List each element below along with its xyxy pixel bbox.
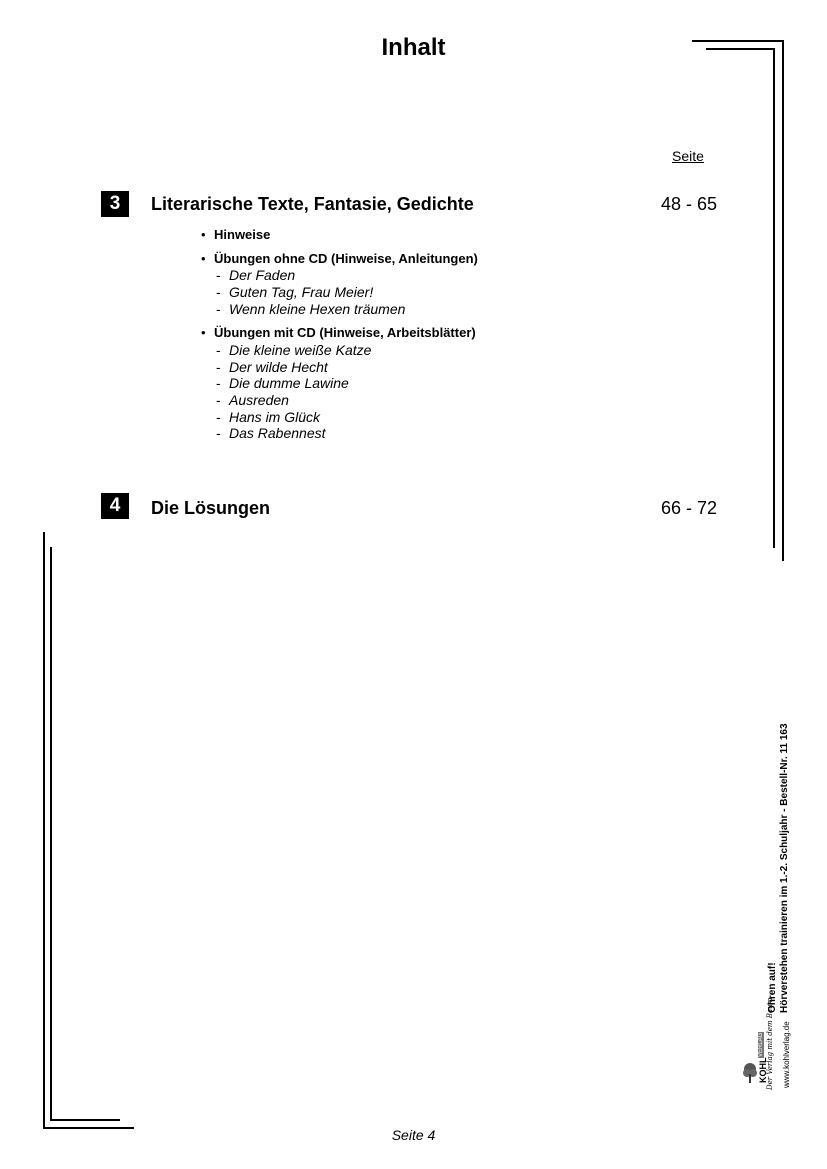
sub-list-item: - Die kleine weiße Katze bbox=[216, 342, 372, 358]
bullet-icon: • bbox=[201, 227, 206, 242]
sidebar-subtitle: Hörverstehen trainieren im 1.-2. Schuljahr - Bestell-Nr. 11 163 bbox=[779, 723, 790, 1013]
list-item bbox=[201, 251, 478, 266]
frame-line-bottom-inner bbox=[50, 1119, 120, 1121]
sub-list-item: - Der wilde Hecht bbox=[216, 359, 328, 375]
section-pages: 48 - 65 bbox=[660, 194, 717, 214]
section-pages: 66 - 72 bbox=[660, 498, 717, 518]
page-title: Inhalt bbox=[381, 34, 446, 61]
sub-list-item-label: Die dumme Lawine bbox=[229, 375, 349, 391]
section-number-badge: 4 bbox=[101, 493, 129, 519]
sub-list-item: - Die dumme Lawine bbox=[216, 375, 349, 391]
list-item-label: Übungen ohne CD (Hinweise, Anleitungen) bbox=[214, 251, 478, 266]
section-title: Die Lösungen bbox=[151, 498, 271, 518]
frame-line-right-inner bbox=[773, 48, 775, 548]
sub-list-item: - Wenn kleine Hexen träumen bbox=[216, 301, 406, 317]
section-number-badge: 3 bbox=[101, 191, 129, 217]
sub-list-item: - Das Rabennest bbox=[216, 425, 326, 441]
list-item-label: Übungen mit CD (Hinweise, Arbeitsblätter) bbox=[214, 325, 476, 340]
section-title: Literarische Texte, Fantasie, Gedichte bbox=[151, 194, 474, 214]
sub-list-item-label: Der wilde Hecht bbox=[229, 359, 328, 375]
publisher-slogan: Der Verlag mit dem Baum bbox=[766, 997, 774, 1090]
sub-list-item-label: Hans im Glück bbox=[229, 409, 321, 425]
frame-line-left-outer bbox=[43, 532, 45, 1129]
frame-line-right-outer bbox=[782, 40, 784, 561]
sub-list-item-label: Wenn kleine Hexen träumen bbox=[229, 301, 406, 317]
sub-list-item-label: Ausreden bbox=[229, 392, 289, 408]
publisher-website: www.kohlverlag.de bbox=[782, 1021, 791, 1088]
sub-list-item: - Hans im Glück bbox=[216, 409, 321, 425]
sub-list-item-label: Der Faden bbox=[229, 267, 296, 283]
bullet-icon: • bbox=[201, 251, 206, 266]
tree-icon bbox=[742, 1062, 758, 1086]
sub-list-item-label: Die kleine weiße Katze bbox=[229, 342, 372, 358]
page-footer: Seite 4 bbox=[391, 1127, 436, 1143]
publisher-name: KOHL bbox=[758, 1057, 768, 1083]
sub-list-item-label: Das Rabennest bbox=[229, 425, 326, 441]
list-item bbox=[201, 227, 270, 242]
sidebar-book-title: Ohren auf! bbox=[767, 962, 778, 1013]
bullet-icon: • bbox=[201, 325, 206, 340]
list-item bbox=[201, 325, 476, 340]
list-item-label: Hinweise bbox=[214, 227, 271, 242]
page-column-header: Seite bbox=[672, 148, 704, 164]
sub-list-item: - Guten Tag, Frau Meier! bbox=[216, 284, 374, 300]
frame-line-left-inner bbox=[50, 547, 52, 1121]
sub-list-item-label: Guten Tag, Frau Meier! bbox=[229, 284, 374, 300]
sub-list-item: - Ausreden bbox=[216, 392, 289, 408]
sub-list-item: - Der Faden bbox=[216, 267, 296, 283]
publisher-badge: VERLAG bbox=[758, 1032, 764, 1057]
